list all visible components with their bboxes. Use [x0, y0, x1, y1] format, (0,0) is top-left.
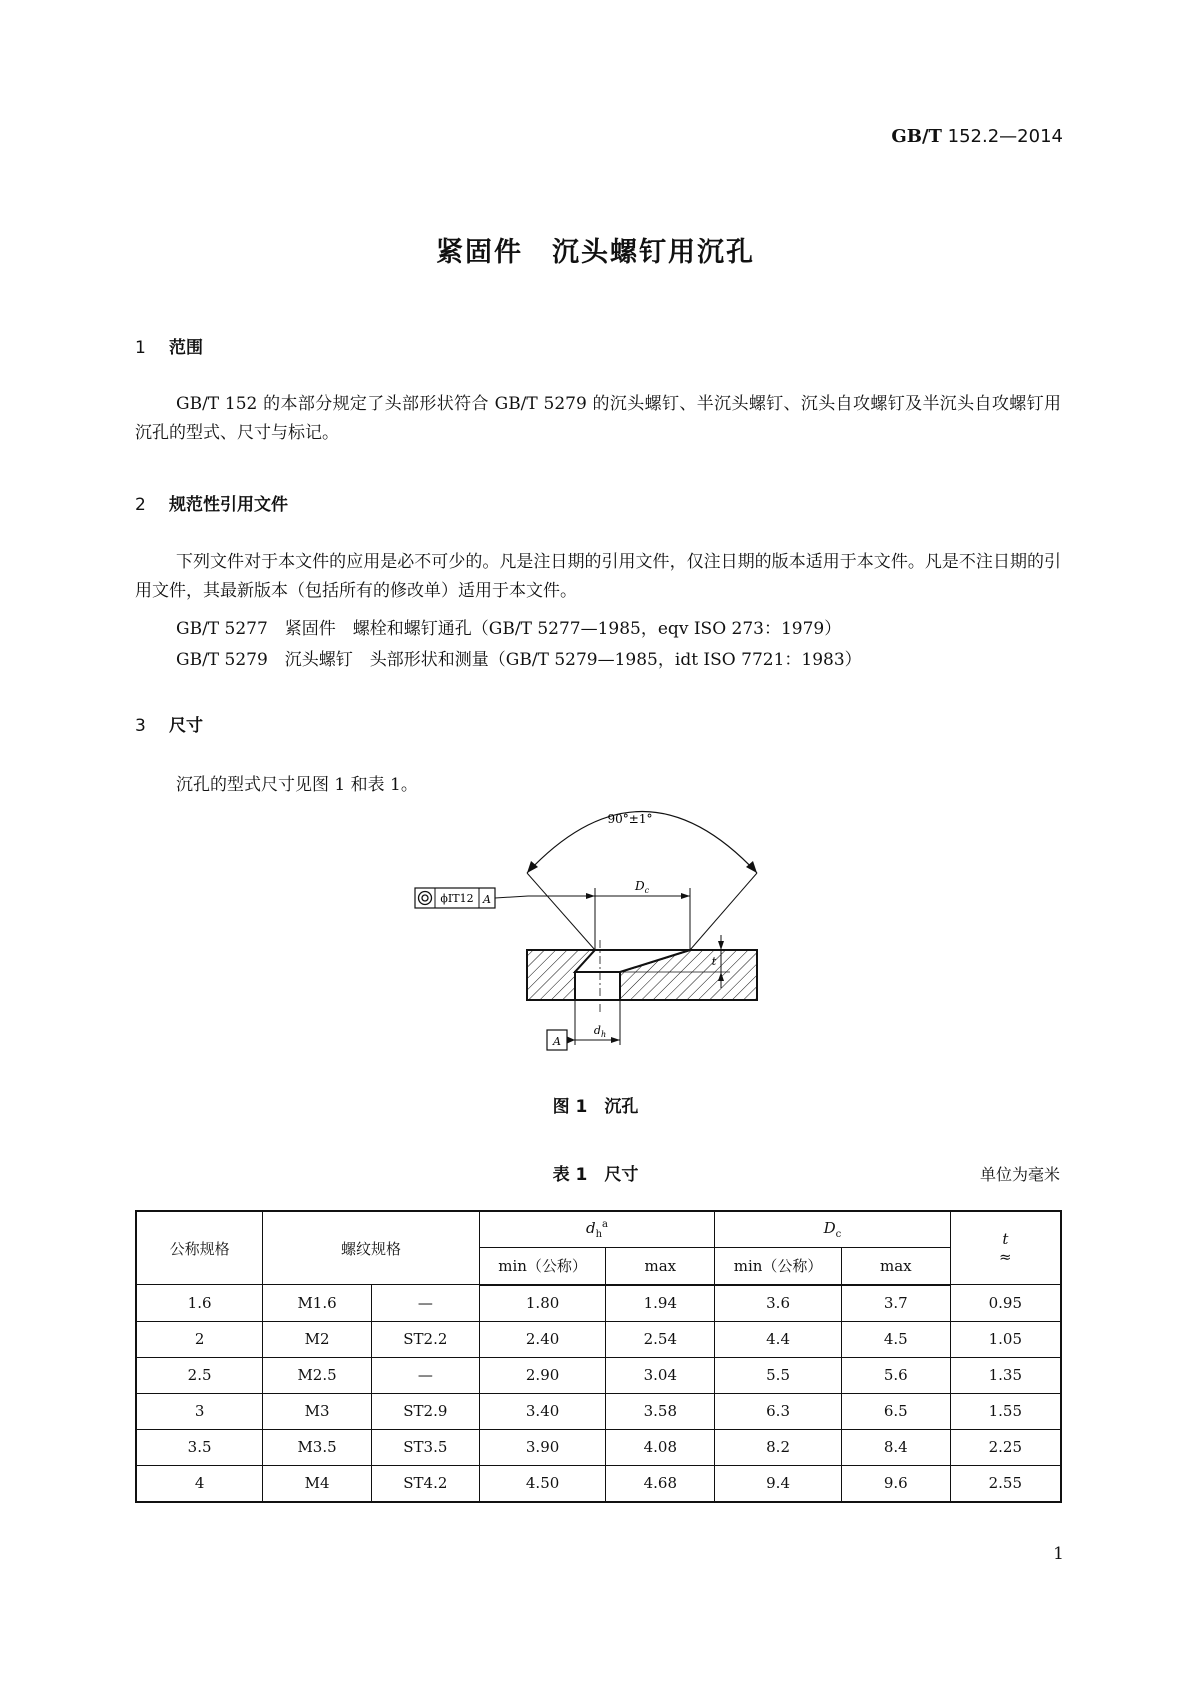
- table-cell: M3: [263, 1393, 372, 1429]
- table-cell: ST3.5: [371, 1429, 479, 1465]
- header-dc: [715, 1211, 950, 1248]
- table-cell: 2.5: [136, 1357, 263, 1393]
- header-nominal: 公称规格: [136, 1211, 263, 1285]
- countersink-figure: [400, 800, 820, 1080]
- dimensions-paragraph: 沉孔的型式尺寸见图 1 和表 1。: [176, 775, 418, 795]
- table-cell: 6.5: [841, 1393, 950, 1429]
- table-cell: —: [371, 1357, 479, 1393]
- table-cell: 2.40: [479, 1321, 606, 1357]
- t-label: t: [711, 955, 717, 968]
- table-cell: 3.58: [606, 1393, 715, 1429]
- table-cell: 3.04: [606, 1357, 715, 1393]
- table-cell: 8.4: [841, 1429, 950, 1465]
- table-cell: 1.55: [950, 1393, 1061, 1429]
- section-title: 尺寸: [169, 716, 203, 736]
- section-heading-references: [135, 490, 288, 515]
- table-unit: 单位为毫米: [979, 1165, 1060, 1184]
- table-cell: 1.6: [136, 1285, 263, 1322]
- table-caption: 表 1 尺寸: [552, 1165, 639, 1185]
- table-cell: 5.6: [841, 1357, 950, 1393]
- tolerance-value: ϕIT12: [440, 892, 474, 905]
- table-cell: 4.68: [606, 1465, 715, 1502]
- t-arrow-top: [718, 941, 724, 950]
- table-body: [136, 1285, 1061, 1502]
- table-cell: 2.54: [606, 1321, 715, 1357]
- table-cell: 1.80: [479, 1285, 606, 1322]
- angle-label: 90°±1°: [607, 812, 653, 826]
- tolerance-leader: [495, 896, 528, 898]
- header-t-letter: t: [1002, 1230, 1009, 1248]
- page-number: 1: [1053, 1544, 1064, 1564]
- datum-label: A: [553, 1035, 561, 1048]
- table-cell: ST2.2: [371, 1321, 479, 1357]
- header-t-approx: ≈: [999, 1248, 1012, 1266]
- table-cell: 3.7: [841, 1285, 950, 1322]
- page-title: 紧固件 沉头螺钉用沉孔: [436, 237, 755, 268]
- dc-arrow-left: [586, 893, 595, 899]
- table-cell: M1.6: [263, 1285, 372, 1322]
- dc-label-sub: c: [644, 886, 650, 895]
- table-row: [136, 1393, 1061, 1429]
- header-t: [950, 1211, 1061, 1285]
- table-row: [136, 1321, 1061, 1357]
- table-row: [136, 1357, 1061, 1393]
- table-cell: 3.90: [479, 1429, 606, 1465]
- header-dc-sub: c: [835, 1229, 842, 1241]
- table-cell: 9.6: [841, 1465, 950, 1502]
- table-cell: 1.35: [950, 1357, 1061, 1393]
- table-cell: 6.3: [715, 1393, 842, 1429]
- table-cell: 3.5: [136, 1429, 263, 1465]
- table-cell: 4.5: [841, 1321, 950, 1357]
- table-cell: —: [371, 1285, 479, 1322]
- header-dc-min: min（公称）: [715, 1248, 842, 1285]
- header-dc-max: max: [841, 1248, 950, 1285]
- header-dh-sup: a: [602, 1219, 608, 1231]
- dh-label: [594, 1024, 606, 1039]
- table-cell: ST2.9: [371, 1393, 479, 1429]
- table-row: [136, 1429, 1061, 1465]
- section-number: 3: [135, 716, 146, 736]
- tolerance-datum: A: [483, 893, 491, 906]
- dh-arrow-right: [611, 1037, 620, 1043]
- table-cell: 4: [136, 1465, 263, 1502]
- table-cell: M2.5: [263, 1357, 372, 1393]
- section-heading-scope: [135, 333, 203, 358]
- reference-item: GB/T 5279 沉头螺钉 头部形状和测量（GB/T 5279—1985，idt ISO 7721：1983）: [176, 650, 862, 670]
- cone-line-right: [690, 873, 757, 950]
- dc-label-letter: D: [634, 879, 645, 893]
- table-cell: 1.05: [950, 1321, 1061, 1357]
- header-dh-letter: d: [585, 1219, 596, 1238]
- section-number: 1: [135, 338, 146, 358]
- table-cell: 0.95: [950, 1285, 1061, 1322]
- table-cell: 4.50: [479, 1465, 606, 1502]
- table-cell: M3.5: [263, 1429, 372, 1465]
- header-dc-letter: D: [823, 1219, 836, 1238]
- header-dh-sub: h: [595, 1229, 603, 1241]
- header-thread: 螺纹规格: [263, 1211, 480, 1285]
- section-heading-dimensions: [135, 711, 203, 736]
- table-cell: 1.94: [606, 1285, 715, 1322]
- table-cell: M2: [263, 1321, 372, 1357]
- table-cell: 3.40: [479, 1393, 606, 1429]
- table-row: [136, 1285, 1061, 1322]
- table-cell: 8.2: [715, 1429, 842, 1465]
- dh-label-sub: h: [600, 1030, 607, 1039]
- table-cell: 5.5: [715, 1357, 842, 1393]
- countersink-void: [575, 972, 620, 1000]
- table-cell: 2.55: [950, 1465, 1061, 1502]
- section-title: 规范性引用文件: [169, 495, 288, 515]
- table-cell: 4.4: [715, 1321, 842, 1357]
- header-dh-max: max: [606, 1248, 715, 1285]
- table-cell: 3: [136, 1393, 263, 1429]
- dc-label: [634, 879, 650, 895]
- document-code-prefix: GB/T: [891, 126, 942, 147]
- section-number: 2: [135, 495, 146, 515]
- header-dh: [479, 1211, 714, 1248]
- dimensions-table: [135, 1210, 1062, 1503]
- dh-label-letter: d: [593, 1024, 601, 1037]
- cone-line-left: [527, 873, 595, 950]
- header-dh-min: min（公称）: [479, 1248, 606, 1285]
- scope-paragraph: GB/T 152 的本部分规定了头部形状符合 GB/T 5279 的沉头螺钉、半沉头螺钉、沉头自攻螺钉及半沉头自攻螺钉用沉孔的型式、尺寸与标记。: [135, 394, 1061, 443]
- section-title: 范围: [169, 338, 203, 358]
- table-cell: 2.90: [479, 1357, 606, 1393]
- document-code: [891, 126, 1063, 147]
- figure-caption: 图 1 沉孔: [552, 1097, 639, 1117]
- table-cell: 2.25: [950, 1429, 1061, 1465]
- references-intro-paragraph: 下列文件对于本文件的应用是必不可少的。凡是注日期的引用文件，仅注日期的版本适用于本文件。凡是不注日期的引用文件，其最新版本（包括所有的修改单）适用于本文件。: [135, 552, 1061, 601]
- table-row: [136, 1465, 1061, 1502]
- table-cell: 4.08: [606, 1429, 715, 1465]
- table-cell: 2: [136, 1321, 263, 1357]
- table-cell: 9.4: [715, 1465, 842, 1502]
- table-cell: 3.6: [715, 1285, 842, 1322]
- table-cell: M4: [263, 1465, 372, 1502]
- document-code-number: 152.2—2014: [947, 126, 1063, 147]
- dc-arrow-right: [681, 893, 690, 899]
- reference-item: GB/T 5277 紧固件 螺栓和螺钉通孔（GB/T 5277—1985，eqv ISO 273：1979）: [176, 619, 842, 639]
- table-cell: ST4.2: [371, 1465, 479, 1502]
